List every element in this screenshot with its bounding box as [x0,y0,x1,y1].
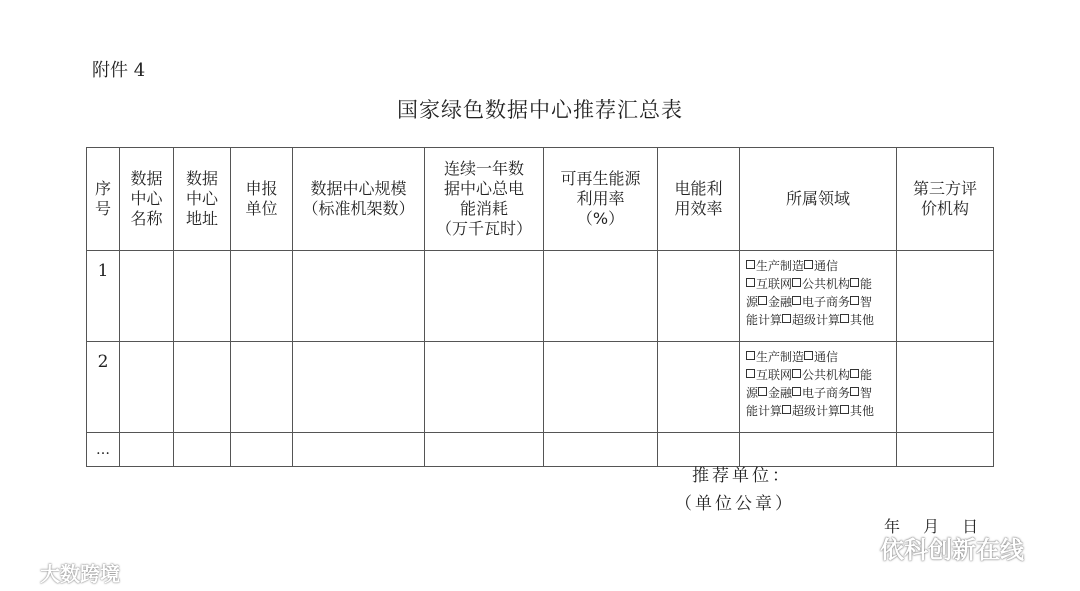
empty-cell [293,342,425,433]
watermark-right [848,530,1024,565]
empty-cell [425,433,544,467]
domain-option-label: 能 [860,277,873,291]
domain-option-label: 源 [746,295,759,309]
table-row [87,251,994,342]
header-row [87,148,994,251]
weibo-icon [8,564,36,584]
domain-option-label: 其他 [850,313,875,327]
row-seq: 1 [87,251,120,342]
row-seq: … [87,433,120,467]
col-header-energy: 连续一年数 据中心总电 能消耗 （万千瓦时） [425,148,544,251]
empty-cell [658,251,740,342]
summary-table [86,147,994,467]
domain-option-label: 智 [860,386,873,400]
domain-option-label: 金融 [768,295,793,309]
empty-cell [897,433,994,467]
domain-option-label: 智 [860,295,873,309]
checkbox-square [746,278,755,287]
empty-cell [231,342,293,433]
empty-cell [174,342,231,433]
domain-option-label: 公共机构 [802,277,851,291]
domain-line [746,348,894,366]
domain-options [740,251,897,342]
checkbox-square [804,260,813,269]
domain-option-label: 超级计算 [792,313,841,327]
checkbox-square [746,369,755,378]
checkbox-square [840,405,849,414]
empty-cell [120,251,174,342]
domain-line [746,366,894,384]
domain-option-label: 生产制造 [756,350,805,364]
domain-option-label: 其他 [850,404,875,418]
empty-cell [293,433,425,467]
col-header-renewable: 可再生能源 利用率 （%） [544,148,658,251]
empty-cell [231,251,293,342]
checkbox-square [792,278,801,287]
empty-cell [544,433,658,467]
domain-option-label: 互联网 [756,277,793,291]
empty-cell [425,342,544,433]
checkbox-square [758,387,767,396]
domain-option-label: 能计算 [746,404,783,418]
checkbox-square [804,351,813,360]
watermark-left [8,558,120,587]
checkbox-square [782,405,791,414]
col-header-dc-address: 数据 中心 地址 [174,148,231,251]
checkbox-square [746,351,755,360]
domain-options [740,342,897,433]
watermark-right-text: 依科创新在线 [880,536,1024,564]
col-header-seq: 序 号 [87,148,120,251]
domain-line [746,311,894,329]
col-header-evaluator: 第三方评 价机构 [897,148,994,251]
col-header-dc-name: 数据 中心 名称 [120,148,174,251]
domain-line [746,384,894,402]
domain-option-label: 通信 [814,350,839,364]
domain-line [746,293,894,311]
checkbox-square [850,278,859,287]
checkbox-square [758,296,767,305]
checkbox-square [746,260,755,269]
recommending-unit-label: 推荐单位： [692,466,792,486]
domain-option-label: 互联网 [756,368,793,382]
checkbox-square [792,296,801,305]
empty-cell [897,342,994,433]
empty-cell [544,251,658,342]
col-header-pue: 电能利 用效率 [658,148,740,251]
table-row [87,433,994,467]
empty-cell [293,251,425,342]
empty-cell [425,251,544,342]
domain-line [746,402,894,420]
page-title: 国家绿色数据中心推荐汇总表 [397,98,683,122]
domain-option-label: 电子商务 [802,386,851,400]
domain-option-label: 电子商务 [802,295,851,309]
attachment-label: 附件 4 [92,60,146,81]
domain-option-label: 金融 [768,386,793,400]
domain-line [746,257,894,275]
checkbox-square [850,369,859,378]
checkbox-square [782,314,791,323]
checkbox-square [850,387,859,396]
checkbox-square [850,296,859,305]
empty-cell [174,251,231,342]
domain-option-label: 生产制造 [756,259,805,273]
domain-option-label: 超级计算 [792,404,841,418]
wechat-icon [848,541,876,561]
empty-cell [174,433,231,467]
checkbox-square [840,314,849,323]
date-line: 年 月 日 [884,517,979,536]
checkbox-square [792,369,801,378]
empty-cell [897,251,994,342]
domain-option-label: 通信 [814,259,839,273]
unit-seal-label: （单位公章） [675,494,795,514]
col-header-domain: 所属领域 [740,148,897,251]
domain-option-label: 能计算 [746,313,783,327]
col-header-scale: 数据中心规模 （标准机架数） [293,148,425,251]
empty-cell [231,433,293,467]
empty-cell [120,433,174,467]
checkbox-square [792,387,801,396]
domain-line [746,275,894,293]
table-row [87,342,994,433]
col-header-applicant: 申报 单位 [231,148,293,251]
domain-option-label: 公共机构 [802,368,851,382]
domain-option-label: 能 [860,368,873,382]
domain-option-label: 源 [746,386,759,400]
watermark-left-text: 大数跨境 [40,562,120,586]
empty-cell [120,342,174,433]
row-seq: 2 [87,342,120,433]
empty-cell [544,342,658,433]
empty-cell [658,342,740,433]
